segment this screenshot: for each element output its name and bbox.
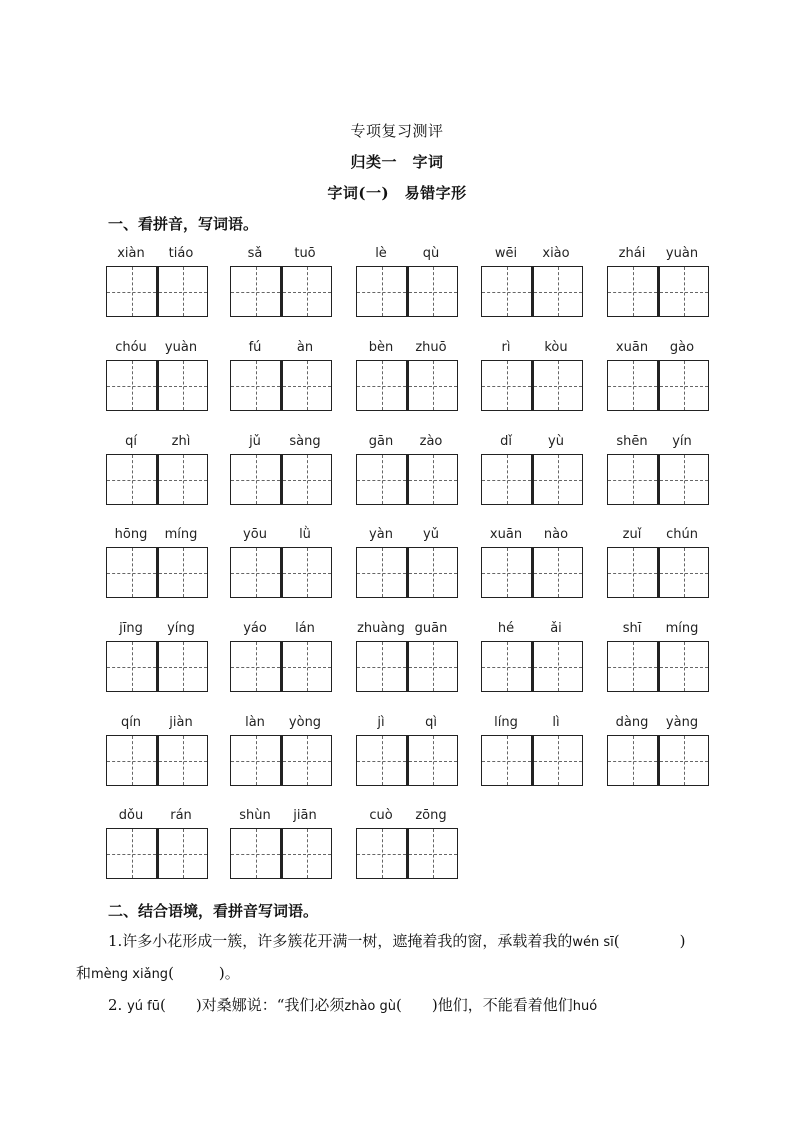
question-2-number: 2. xyxy=(108,996,123,1014)
page-title: 专项复习测评 xyxy=(350,122,444,140)
word-box xyxy=(356,340,458,412)
writing-grid xyxy=(607,266,709,317)
pinyin-label: dǐ xyxy=(500,434,512,449)
writing-grid xyxy=(607,454,709,505)
character-cell[interactable] xyxy=(481,454,532,505)
writing-grid xyxy=(481,641,583,692)
character-cell[interactable] xyxy=(106,828,157,879)
writing-grid xyxy=(230,454,332,505)
word-box xyxy=(356,246,458,318)
character-cell[interactable] xyxy=(407,547,458,598)
question-2-text-b: 他们，不能看着他们 xyxy=(437,996,573,1014)
character-cell[interactable] xyxy=(230,547,281,598)
writing-grid xyxy=(356,641,458,692)
writing-grid xyxy=(230,828,332,879)
pinyin-label: yàn xyxy=(369,527,393,542)
pinyin-label: yín xyxy=(672,434,692,449)
pinyin-label: yíng xyxy=(167,621,195,636)
pinyin-label: míng xyxy=(665,621,699,636)
pinyin-label: tiáo xyxy=(168,246,194,261)
pinyin-label: qì xyxy=(425,715,437,730)
pinyin-label: zhì xyxy=(171,434,191,449)
question-1-pinyin-b: mèng xiǎng xyxy=(91,967,169,982)
word-box xyxy=(230,808,332,880)
character-cell[interactable] xyxy=(658,547,709,598)
character-cell[interactable] xyxy=(106,266,157,317)
character-cell[interactable] xyxy=(281,547,332,598)
writing-grid xyxy=(106,828,208,879)
writing-grid xyxy=(356,266,458,317)
pinyin-label: lán xyxy=(295,621,315,636)
question-1-blank-a[interactable]: ( ) xyxy=(613,932,686,950)
writing-grid xyxy=(106,547,208,598)
writing-grid xyxy=(106,454,208,505)
question-2-blank-a[interactable]: ( ) xyxy=(159,996,202,1014)
character-cell[interactable] xyxy=(230,735,281,786)
character-cell[interactable] xyxy=(532,547,583,598)
unit-title: 归类一 字词 xyxy=(350,153,444,171)
question-2-pinyin-a: yú fū xyxy=(127,999,160,1014)
pinyin-label: yuàn xyxy=(164,340,198,355)
character-cell[interactable] xyxy=(106,641,157,692)
word-box xyxy=(356,715,458,787)
character-cell[interactable] xyxy=(481,641,532,692)
character-cell[interactable] xyxy=(481,266,532,317)
pinyin-label: qín xyxy=(120,715,142,730)
pinyin-label: qù xyxy=(422,246,440,261)
writing-grid xyxy=(356,828,458,879)
pinyin-label: yǔ xyxy=(423,527,439,542)
pinyin-label: chóu xyxy=(115,340,147,355)
writing-grid xyxy=(481,266,583,317)
question-2-pinyin-b: zhào gù xyxy=(344,999,396,1014)
part2-heading: 二、结合语境，看拼音写词语。 xyxy=(108,902,319,920)
character-cell[interactable] xyxy=(106,547,157,598)
writing-grid xyxy=(607,547,709,598)
writing-grid xyxy=(481,360,583,411)
writing-grid xyxy=(230,735,332,786)
character-cell[interactable] xyxy=(356,547,407,598)
character-cell[interactable] xyxy=(157,828,208,879)
character-cell[interactable] xyxy=(281,454,332,505)
pinyin-label: chún xyxy=(666,527,698,542)
pinyin-label: yōu xyxy=(243,527,267,542)
question-1-text-a: 1.许多小花形成一簇，许多簇花开满一树，遮掩着我的窗，承载着我的 xyxy=(108,932,573,950)
pinyin-label: xiàn xyxy=(117,246,145,261)
character-cell[interactable] xyxy=(607,360,658,411)
word-box xyxy=(230,621,332,693)
pinyin-label: bèn xyxy=(368,340,394,355)
writing-grid xyxy=(356,360,458,411)
word-box xyxy=(106,434,208,506)
pinyin-label: tuō xyxy=(294,246,316,261)
question-2-pinyin-c: huó xyxy=(572,999,598,1014)
pinyin-label: yáo xyxy=(243,621,267,636)
pinyin-label: yù xyxy=(548,434,564,449)
pinyin-label: zhuō xyxy=(415,340,447,355)
word-box xyxy=(106,808,208,880)
character-cell[interactable] xyxy=(607,266,658,317)
character-cell[interactable] xyxy=(157,266,208,317)
character-cell[interactable] xyxy=(230,266,281,317)
word-box xyxy=(607,246,709,318)
writing-grid xyxy=(230,266,332,317)
word-box xyxy=(481,621,583,693)
character-cell[interactable] xyxy=(230,641,281,692)
word-box xyxy=(230,434,332,506)
pinyin-label: hōng xyxy=(114,527,148,542)
word-box xyxy=(481,527,583,599)
pinyin-label: yuàn xyxy=(665,246,699,261)
character-cell[interactable] xyxy=(658,641,709,692)
pinyin-label: zuǐ xyxy=(622,527,642,542)
pinyin-label: jīng xyxy=(119,621,143,636)
pinyin-label: zào xyxy=(419,434,443,449)
writing-grid xyxy=(607,641,709,692)
question-2-line-1 xyxy=(108,994,597,1015)
character-cell[interactable] xyxy=(407,641,458,692)
pinyin-label: làn xyxy=(245,715,265,730)
writing-grid xyxy=(230,547,332,598)
character-cell[interactable] xyxy=(157,641,208,692)
pinyin-label: shī xyxy=(622,621,642,636)
pinyin-label: yòng xyxy=(288,715,322,730)
section-title: 字词(一) 易错字形 xyxy=(327,184,467,202)
word-box xyxy=(481,340,583,412)
question-1-text-b: 和 xyxy=(76,964,92,982)
writing-grid xyxy=(356,735,458,786)
pinyin-label: àn xyxy=(296,340,314,355)
character-cell[interactable] xyxy=(532,360,583,411)
character-cell[interactable] xyxy=(532,641,583,692)
pinyin-label: ǎi xyxy=(550,621,562,636)
word-box xyxy=(106,527,208,599)
word-box xyxy=(607,527,709,599)
character-cell[interactable] xyxy=(481,360,532,411)
word-box xyxy=(230,527,332,599)
character-cell[interactable] xyxy=(281,735,332,786)
pinyin-label: sàng xyxy=(289,434,321,449)
word-box xyxy=(481,715,583,787)
question-1-pinyin-a: wén sī xyxy=(572,935,614,950)
character-cell[interactable] xyxy=(607,641,658,692)
pinyin-label: gān xyxy=(368,434,394,449)
question-1-line-2 xyxy=(76,962,240,983)
word-box xyxy=(356,621,458,693)
character-cell[interactable] xyxy=(230,828,281,879)
character-cell[interactable] xyxy=(407,360,458,411)
pinyin-label: xuān xyxy=(489,527,523,542)
word-box xyxy=(106,340,208,412)
word-box xyxy=(356,808,458,880)
character-cell[interactable] xyxy=(157,547,208,598)
pinyin-label: hé xyxy=(497,621,515,636)
question-1-text-c: 。 xyxy=(224,964,240,982)
character-cell[interactable] xyxy=(230,360,281,411)
character-cell[interactable] xyxy=(281,360,332,411)
writing-grid xyxy=(481,454,583,505)
question-1-line-1 xyxy=(108,930,685,951)
character-cell[interactable] xyxy=(157,454,208,505)
character-cell[interactable] xyxy=(532,266,583,317)
pinyin-label: zhái xyxy=(618,246,646,261)
writing-grid xyxy=(607,360,709,411)
word-box xyxy=(481,434,583,506)
pinyin-label: jǔ xyxy=(249,434,261,449)
pinyin-label: dàng xyxy=(615,715,649,730)
pinyin-label: lè xyxy=(375,246,387,261)
character-cell[interactable] xyxy=(607,735,658,786)
character-cell[interactable] xyxy=(356,266,407,317)
character-cell[interactable] xyxy=(281,828,332,879)
character-cell[interactable] xyxy=(481,735,532,786)
word-box xyxy=(106,621,208,693)
pinyin-label: líng xyxy=(494,715,518,730)
writing-grid xyxy=(481,735,583,786)
pinyin-label: jiān xyxy=(293,808,317,823)
pinyin-label: lì xyxy=(552,715,560,730)
pinyin-label: dǒu xyxy=(118,808,144,823)
pinyin-label: shēn xyxy=(616,434,648,449)
character-cell[interactable] xyxy=(106,360,157,411)
word-box xyxy=(230,715,332,787)
character-cell[interactable] xyxy=(607,454,658,505)
pinyin-label: kòu xyxy=(544,340,568,355)
pinyin-label: sǎ xyxy=(247,246,263,261)
writing-grid xyxy=(106,641,208,692)
part1-heading: 一、看拼音，写词语。 xyxy=(108,215,259,233)
character-cell[interactable] xyxy=(658,266,709,317)
character-cell[interactable] xyxy=(356,360,407,411)
character-cell[interactable] xyxy=(407,266,458,317)
pinyin-label: fú xyxy=(248,340,262,355)
character-cell[interactable] xyxy=(658,454,709,505)
pinyin-label: rì xyxy=(501,340,511,355)
character-cell[interactable] xyxy=(407,828,458,879)
character-cell[interactable] xyxy=(281,641,332,692)
writing-grid xyxy=(106,266,208,317)
question-2-blank-b[interactable]: ( ) xyxy=(395,996,438,1014)
character-cell[interactable] xyxy=(356,735,407,786)
character-cell[interactable] xyxy=(106,454,157,505)
writing-grid xyxy=(106,735,208,786)
character-cell[interactable] xyxy=(481,547,532,598)
pinyin-label: guān xyxy=(414,621,448,636)
pinyin-label: shùn xyxy=(239,808,271,823)
pinyin-label: rán xyxy=(170,808,192,823)
word-box xyxy=(607,715,709,787)
pinyin-label: lǜ xyxy=(299,527,311,542)
pinyin-label: cuò xyxy=(369,808,393,823)
pinyin-label: zōng xyxy=(415,808,447,823)
pinyin-label: jì xyxy=(377,715,385,730)
character-cell[interactable] xyxy=(532,454,583,505)
writing-grid xyxy=(230,641,332,692)
word-box xyxy=(356,527,458,599)
word-box xyxy=(106,715,208,787)
character-cell[interactable] xyxy=(407,454,458,505)
character-cell[interactable] xyxy=(356,454,407,505)
pinyin-label: nào xyxy=(543,527,569,542)
pinyin-label: gào xyxy=(669,340,695,355)
pinyin-label: qí xyxy=(125,434,137,449)
pinyin-label: zhuàng xyxy=(357,621,405,636)
word-box xyxy=(106,246,208,318)
character-cell[interactable] xyxy=(658,735,709,786)
pinyin-label: xiào xyxy=(542,246,570,261)
pinyin-label: jiàn xyxy=(169,715,193,730)
writing-grid xyxy=(106,360,208,411)
word-box xyxy=(607,434,709,506)
character-cell[interactable] xyxy=(356,828,407,879)
character-cell[interactable] xyxy=(281,266,332,317)
character-cell[interactable] xyxy=(658,360,709,411)
question-1-blank-b[interactable]: ( ) xyxy=(168,964,225,982)
character-cell[interactable] xyxy=(157,735,208,786)
character-cell[interactable] xyxy=(532,735,583,786)
character-cell[interactable] xyxy=(230,454,281,505)
character-cell[interactable] xyxy=(607,547,658,598)
word-box xyxy=(230,246,332,318)
pinyin-label: wēi xyxy=(494,246,518,261)
writing-grid xyxy=(356,454,458,505)
writing-grid xyxy=(230,360,332,411)
writing-grid xyxy=(607,735,709,786)
word-box xyxy=(356,434,458,506)
word-box xyxy=(607,340,709,412)
character-cell[interactable] xyxy=(157,360,208,411)
word-box xyxy=(230,340,332,412)
word-box xyxy=(607,621,709,693)
word-box xyxy=(481,246,583,318)
pinyin-label: yàng xyxy=(665,715,699,730)
question-2-text-a: 对桑娜说：“我们必须 xyxy=(201,996,345,1014)
writing-grid xyxy=(356,547,458,598)
pinyin-label: xuān xyxy=(615,340,649,355)
character-cell[interactable] xyxy=(407,735,458,786)
pinyin-label: míng xyxy=(164,527,198,542)
character-cell[interactable] xyxy=(106,735,157,786)
character-cell[interactable] xyxy=(356,641,407,692)
writing-grid xyxy=(481,547,583,598)
